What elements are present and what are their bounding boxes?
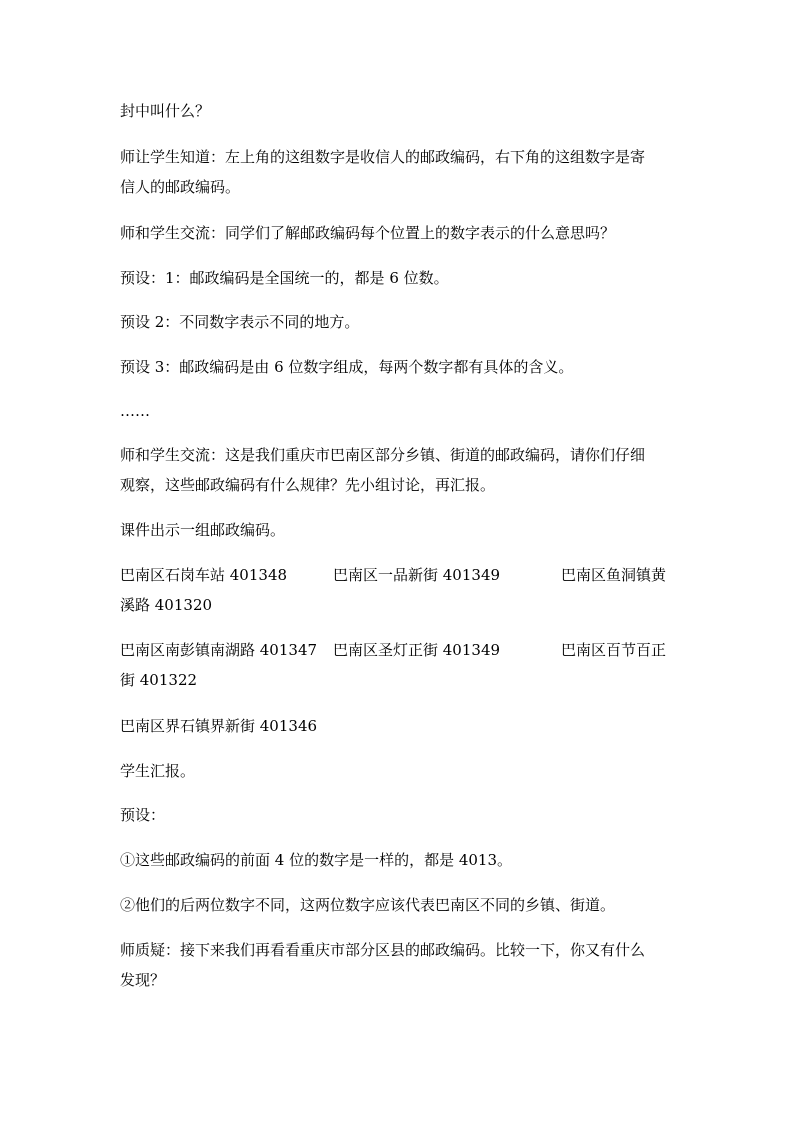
paragraph-teacher-question xyxy=(120,935,676,995)
paragraph-teacher-discussion xyxy=(120,440,676,500)
postcode-row-1 xyxy=(120,560,676,590)
paragraph-student-report: 学生汇报。 xyxy=(120,762,196,780)
paragraph-line: 信人的邮政编码。 xyxy=(120,178,241,196)
paragraph-teacher-asks: 师和学生交流：同学们了解邮政编码每个位置上的数字表示的什么意思吗？ xyxy=(120,224,616,242)
postcode-row-2 xyxy=(120,635,676,665)
paragraph-line: 师和学生交流：这是我们重庆市巴南区部分乡镇、街道的邮政编码，请你们仔细 xyxy=(120,446,646,464)
paragraph-line: 师质疑：接下来我们再看看重庆市部分区县的邮政编码。比较一下，你又有什么 xyxy=(120,941,646,959)
paragraph-preset-2: 预设 2：不同数字表示不同的地方。 xyxy=(120,313,360,331)
paragraph-preset-label: 预设： xyxy=(120,806,166,824)
postcode-entry: 巴南区圣灯正街 401349 xyxy=(333,641,501,659)
paragraph-teacher-explains xyxy=(120,142,676,202)
paragraph-courseware: 课件出示一组邮政编码。 xyxy=(120,521,286,539)
paragraph-preset-point-1: ①这些邮政编码的前面 4 位的数字是一样的，都是 4013。 xyxy=(120,851,513,869)
paragraph-question: 封中叫什么？ xyxy=(120,102,211,120)
paragraph-ellipsis: …… xyxy=(120,402,150,420)
postcode-row-2-continued: 街 401322 xyxy=(120,671,198,689)
postcode-entry: 巴南区鱼洞镇黄 xyxy=(561,566,667,584)
paragraph-line: 观察，这些邮政编码有什么规律？先小组讨论，再汇报。 xyxy=(120,476,496,494)
postcode-entry: 巴南区石岗车站 401348 xyxy=(120,566,288,584)
postcode-entry: 巴南区南彭镇南湖路 401347 xyxy=(120,641,318,659)
postcode-row-3: 巴南区界石镇界新街 401346 xyxy=(120,717,318,735)
postcode-entry: 巴南区百节百正 xyxy=(561,641,667,659)
paragraph-preset-point-2: ②他们的后两位数字不同，这两位数字应该代表巴南区不同的乡镇、街道。 xyxy=(120,896,616,914)
paragraph-preset-3: 预设 3：邮政编码是由 6 位数字组成，每两个数字都有具体的含义。 xyxy=(120,358,574,376)
postcode-entry: 巴南区一品新街 401349 xyxy=(333,566,501,584)
paragraph-line: 发现？ xyxy=(120,971,166,989)
postcode-row-1-continued: 溪路 401320 xyxy=(120,596,213,614)
paragraph-preset-1: 预设：1：邮政编码是全国统一的，都是 6 位数。 xyxy=(120,269,449,287)
paragraph-line: 师让学生知道：左上角的这组数字是收信人的邮政编码，右下角的这组数字是寄 xyxy=(120,148,646,166)
